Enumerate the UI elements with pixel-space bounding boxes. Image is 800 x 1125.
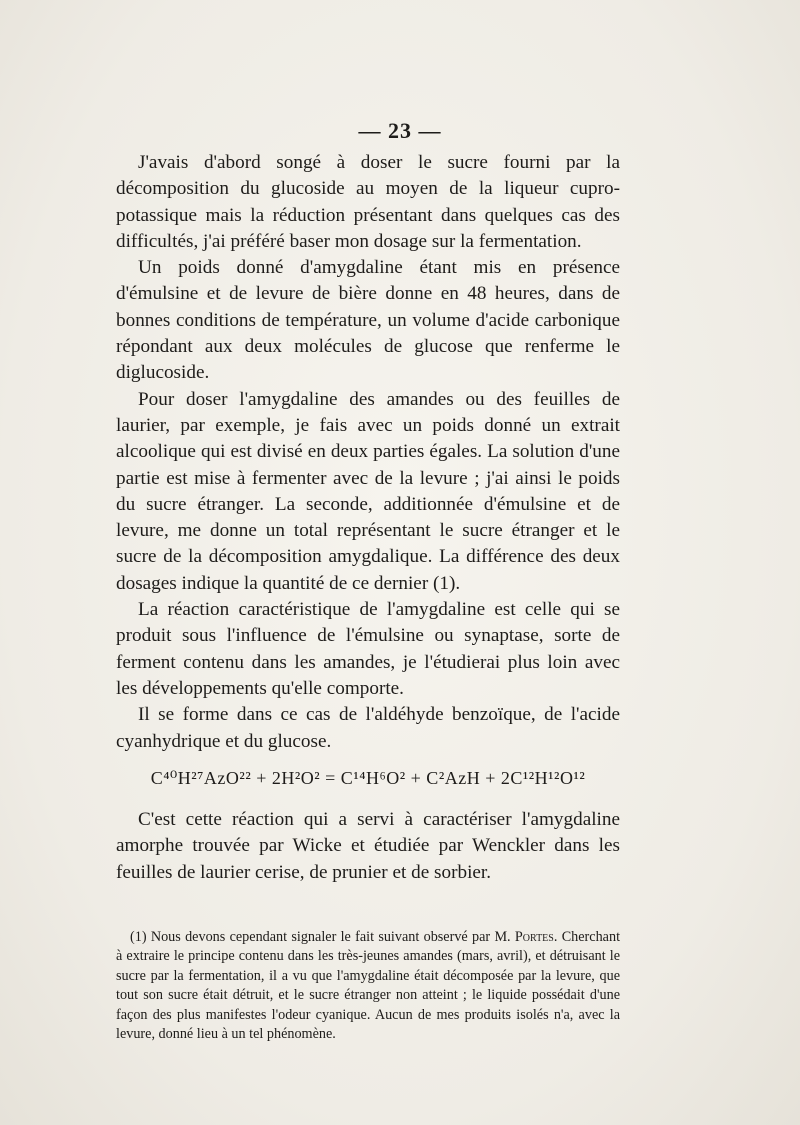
footnote-marker: (1) <box>130 929 147 945</box>
page-number: — 23 — <box>358 118 442 143</box>
chemical-equation: C⁴⁰H²⁷AzO²² + 2H²O² = C¹⁴H⁶O² + C²AzH + 2C¹²H¹²O¹² <box>150 767 586 788</box>
footnote-text: Cherchant à extraire le principe contenu dans les très-jeunes amandes (mars, avril), et détruisant le sucre par la fermentation, il a vu que l'amygdaline était décomposée par la levure, que tout son sucre était détruit, et le sucre étranger non atteint ; le liquide possédait d'une façon des plus manifestes l'odeur cyanique. Aucun de mes produits isolés n'a, avec la levure, donné lieu à un tel phénomène. <box>116 929 621 1043</box>
footnote-author: M. Portes. <box>494 929 558 945</box>
paragraph: Pour doser l'amygdaline des amandes ou des feuilles de laurier, par exemple, je fais avec un poids donné un extrait alcoolique qui est divisé en deux parties égales. La solution d'une partie est mise à fermenter avec de la levure ; j'ai ainsi le poids du sucre étranger. La seconde, additionnée d'émulsine et de levure, me donne un total représentant le sucre étranger et le sucre de la décomposition amygdalique. La différence des deux dosages indique la quantité de ce dernier (1). <box>116 388 620 594</box>
paragraph: C'est cette réaction qui a servi à caractériser l'amygdaline amorphe trouvée par Wicke et étudiée par Wenckler dans les feuilles de laurier cerise, de prunier et de sorbier. <box>116 809 620 883</box>
paragraph: Un poids donné d'amygdaline étant mis en présence d'émulsine et de levure de bière donne en 48 heures, dans de bonnes conditions de température, un volume d'acide carbonique répondant aux deux molécules de glucose que renferme le diglucoside. <box>116 257 620 384</box>
paragraph: La réaction caractéristique de l'amygdaline est celle qui se produit sous l'influence de l'émulsine ou synaptase, sorte de ferment contenu dans les amandes, je l'étudierai plus loin avec les développements qu'elle comporte. <box>116 599 620 699</box>
paragraph: J'avais d'abord songé à doser le sucre fourni par la décomposition du glucoside au moyen de la liqueur cupro-potassique mais la réduction présentant dans quelques cas des difficultés, j'ai préféré baser mon dosage sur la fermentation. <box>116 152 620 252</box>
paragraph: Il se forme dans ce cas de l'aldéhyde benzoïque, de l'acide cyanhydrique et du glucose. <box>116 704 620 752</box>
footnote <box>116 928 620 1044</box>
footnote-lead: Nous devons cependant signaler le fait suivant observé par <box>150 929 491 945</box>
main-text <box>116 150 620 886</box>
